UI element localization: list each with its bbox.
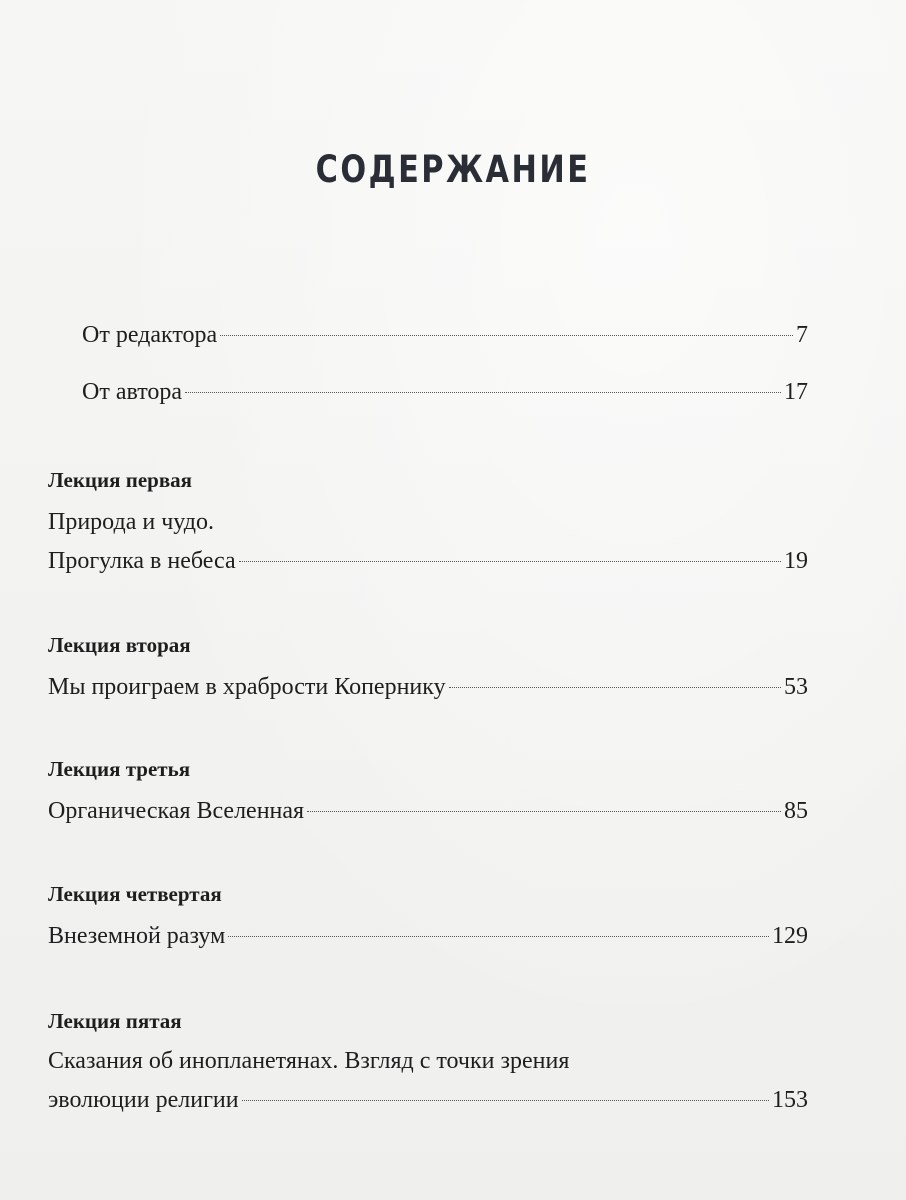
lecture-title-line: Природа и чудо. bbox=[48, 509, 214, 535]
toc-entry-lecture-5[interactable] bbox=[48, 1085, 808, 1115]
toc-entry-page: 129 bbox=[772, 923, 808, 949]
toc-entry-page: 19 bbox=[784, 548, 808, 574]
lecture-heading-3: Лекция третья bbox=[48, 757, 191, 781]
dot-leader bbox=[307, 811, 781, 812]
lecture-heading-2: Лекция вторая bbox=[48, 633, 191, 657]
dot-leader bbox=[228, 936, 769, 937]
toc-entry-title: Прогулка в небеса bbox=[48, 548, 236, 574]
toc-entry-page: 7 bbox=[796, 322, 808, 348]
toc-entry-title: Органическая Вселенная bbox=[48, 798, 305, 824]
toc-entry-author[interactable] bbox=[82, 377, 808, 407]
toc-title: СОДЕРЖАНИЕ bbox=[315, 148, 591, 191]
lecture-title-line: Сказания об инопланетянах. Взгляд с точки зрения bbox=[48, 1048, 570, 1074]
toc-entry-lecture-3[interactable] bbox=[48, 796, 808, 826]
toc-entry-title: От редактора bbox=[82, 322, 218, 348]
toc-entry-editor[interactable] bbox=[82, 320, 808, 350]
toc-entry-page: 153 bbox=[772, 1087, 808, 1113]
dot-leader bbox=[242, 1100, 769, 1101]
dot-leader bbox=[185, 392, 781, 393]
lecture-heading-5: Лекция пятая bbox=[48, 1009, 182, 1033]
lecture-heading-1: Лекция первая bbox=[48, 468, 193, 492]
dot-leader bbox=[239, 561, 781, 562]
toc-entry-page: 17 bbox=[784, 379, 808, 405]
toc-entry-title: Мы проиграем в храбрости Копернику bbox=[48, 674, 446, 700]
toc-entry-title: От автора bbox=[82, 379, 183, 405]
dot-leader bbox=[220, 335, 793, 336]
toc-entry-lecture-2[interactable] bbox=[48, 672, 808, 702]
toc-entry-page: 53 bbox=[784, 674, 808, 700]
toc-entry-title: Внеземной разум bbox=[48, 923, 226, 949]
dot-leader bbox=[449, 687, 781, 688]
toc-entry-page: 85 bbox=[784, 798, 808, 824]
toc-entry-title: эволюции религии bbox=[48, 1087, 239, 1113]
toc-entry-lecture-1[interactable] bbox=[48, 546, 808, 576]
toc-entry-lecture-4[interactable] bbox=[48, 921, 808, 951]
lecture-heading-4: Лекция четвертая bbox=[48, 882, 222, 906]
